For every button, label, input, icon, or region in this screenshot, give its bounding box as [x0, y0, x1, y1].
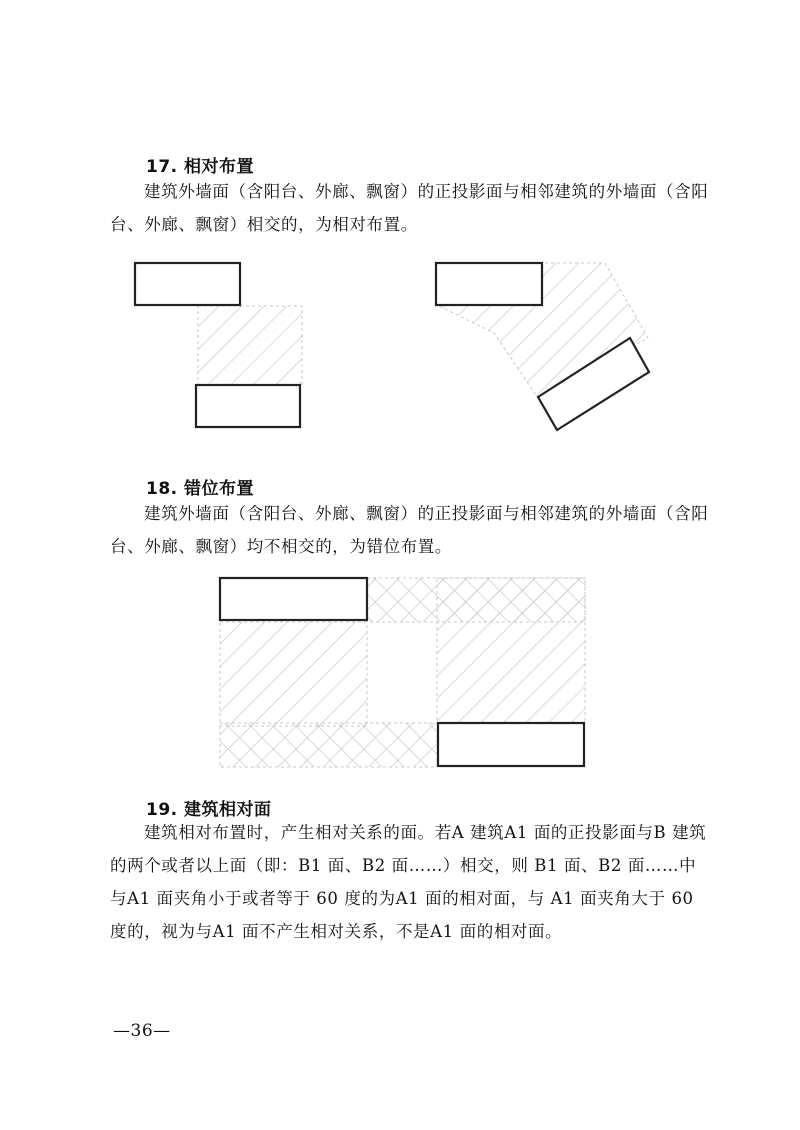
figure-staggered-layout	[205, 568, 605, 780]
section-17-title: 17. 相对布置	[146, 157, 255, 177]
section-17-body: 建筑外墙面（含阳台、外廊、飘窗）的正投影面与相邻建筑的外墙面（含阳台、外廊、飘窗）相交的，为相对布置。	[110, 182, 709, 234]
page-number: —36—	[113, 1021, 171, 1041]
building-b-rect	[196, 385, 300, 427]
figure-opposite-layout	[118, 248, 688, 458]
section-18-body: 建筑外墙面（含阳台、外廊、飘窗）的正投影面与相邻建筑的外墙面（含阳台、外廊、飘窗）均不相交的，为错位布置。	[110, 504, 709, 556]
building-a-rect	[220, 578, 367, 620]
building-a-rect	[436, 263, 542, 305]
building-b-rect	[438, 723, 584, 766]
opposite-diagram-left	[135, 263, 302, 427]
section-19-title: 19. 建筑相对面	[146, 800, 272, 820]
opposite-diagram-right	[436, 263, 649, 430]
section-18-title: 18. 错位布置	[146, 479, 255, 499]
building-a-rect	[135, 263, 240, 305]
section-19-body: 建筑相对布置时，产生相对关系的面。若A 建筑A1 面的正投影面与B 建筑的两个或者以上面（即：B1 面、B2 面……）相交，则 B1 面、B2 面……中与A1 面夹角小于或者等于 60 度的为A1 面的相对面，与 A1 面夹角大于 60 度的，视为与A1 面不产生相对关系，不是A1 面的相对面。	[110, 823, 707, 941]
